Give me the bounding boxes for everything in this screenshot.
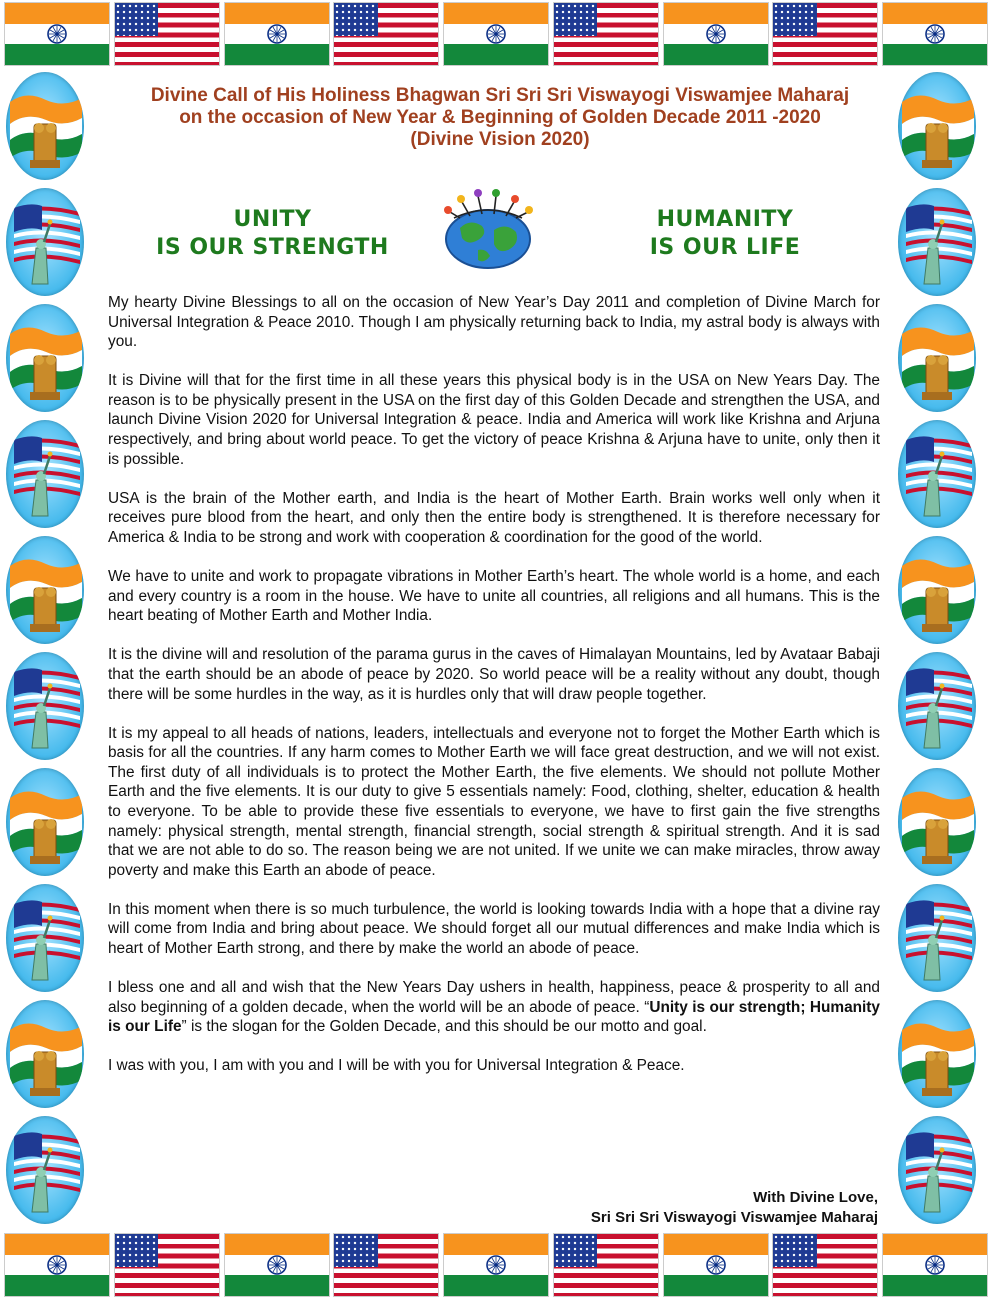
paragraph: It is the divine will and resolution of the parama gurus in the caves of Himalayan Mountains, led by Avataar Babaji that the earth should be an abode of peace by 2020. So world peace will be a reality without any doubt, though there will be some hurdles in the way, as it is hurdles only that will draw people together. bbox=[108, 646, 880, 703]
india-emblem-icon bbox=[898, 1000, 976, 1108]
statue-of-liberty-icon bbox=[6, 1116, 84, 1224]
india-emblem-icon bbox=[6, 536, 84, 644]
signoff bbox=[591, 1188, 878, 1228]
statue-of-liberty-icon bbox=[6, 884, 84, 992]
title-line-1: Divine Call of His Holiness Bhagwan Sri Sri Sri Viswayogi Viswamjee Maharaj bbox=[150, 85, 850, 106]
india-emblem-icon bbox=[6, 1000, 84, 1108]
statue-of-liberty-icon bbox=[898, 1116, 976, 1224]
paragraph-blessing bbox=[108, 978, 880, 1037]
slogan-humanity-line-2: IS OUR LIFE bbox=[649, 235, 801, 260]
india-flag-icon bbox=[224, 2, 330, 66]
usa-flag-icon bbox=[772, 1233, 878, 1297]
left-medallion-column bbox=[6, 72, 90, 1230]
title-line-3: (Divine Vision 2020) bbox=[410, 129, 590, 150]
slogan-unity-line-2: IS OUR STRENGTH bbox=[156, 235, 389, 260]
slogan-humanity-line-1: HUMANITY bbox=[656, 207, 794, 232]
statue-of-liberty-icon bbox=[898, 884, 976, 992]
slogan-humanity bbox=[630, 206, 820, 262]
blessing-text-end: ” is the slogan for the Golden Decade, and this should be our motto and goal. bbox=[181, 1018, 707, 1036]
statue-of-liberty-icon bbox=[898, 420, 976, 528]
india-flag-icon bbox=[882, 1233, 988, 1297]
paragraph: USA is the brain of the Mother earth, and India is the heart of Mother Earth. Brain works well only when it receives pure blood from the heart, and only then the entire body is strengthened. It is therefore necessary for America & India to be strong and work with cooperation & coordination for the good of the world. bbox=[108, 489, 880, 546]
india-emblem-icon bbox=[898, 536, 976, 644]
paragraph: It is Divine will that for the first time in all these years this physical body is in the USA on New Years Day. The reason is to be physically present in the USA on the first day of this Golden Decade and strengthen the USA, and launch Divine Vision 2020 for Universal Integration & peace. India and America will work like Krishna and Arjuna respectively, and bring about world peace. To get the victory of peace Krishna & Arjuna have to unite, only then it is possible. bbox=[108, 372, 880, 468]
india-emblem-icon bbox=[6, 72, 84, 180]
statue-of-liberty-icon bbox=[6, 188, 84, 296]
usa-flag-icon bbox=[114, 1233, 220, 1297]
paragraph: We have to unite and work to propagate vibrations in Mother Earth’s heart. The whole world is a home, and each and every country is a room in the house. We have to unite all countries, all religions and all humans. This is the heart beating of Mother Earth and Mother India. bbox=[108, 568, 880, 625]
statue-of-liberty-icon bbox=[6, 420, 84, 528]
slogan-unity bbox=[140, 206, 405, 262]
statue-of-liberty-icon bbox=[898, 652, 976, 760]
signoff-name: Sri Sri Sri Viswayogi Viswamjee Maharaj bbox=[590, 1209, 878, 1226]
paragraph: It is my appeal to all heads of nations, leaders, intellectuals and everyone not to forget the Mother Earth which is basis for all the countries. If any harm comes to Mother Earth we will face great destruction, and we will not exist. The first duty of all individuals is to protect the Mother Earth, the five elements. We should not pollute Mother Earth and the five elements. It is our duty to give 5 essentials namely: Food, clothing, shelter, education & health to everyone. To be able to provide these five essentials to everyone, we have to first gain the five strengths namely: physical strength, mental strength, financial strength, social strength & spiritual strength. And it is sad that we are not able to do so. The reason being we are not united. If we unite we can make miracles, throw away poverty and make this Earth an abode of peace. bbox=[108, 724, 880, 879]
usa-flag-icon bbox=[772, 2, 878, 66]
india-flag-icon bbox=[443, 2, 549, 66]
signoff-salutation: With Divine Love, bbox=[753, 1189, 878, 1206]
paragraph: In this moment when there is so much turbulence, the world is looking towards India with a hope that a divine ray will come from India and bring about peace. We should forget all our mutual differences and make India which is heart of Mother Earth strong, and there by make the world an abode of peace. bbox=[108, 900, 880, 958]
india-flag-icon bbox=[882, 2, 988, 66]
letter-body bbox=[108, 293, 880, 1096]
paragraph-closing: I was with you, I am with you and I will be with you for Universal Integration & Peace. bbox=[108, 1057, 685, 1075]
india-emblem-icon bbox=[898, 304, 976, 412]
india-flag-icon bbox=[4, 2, 110, 66]
slogan-quote: Unity is our strength; Humanity is our Life bbox=[108, 998, 880, 1036]
india-emblem-icon bbox=[6, 304, 84, 412]
usa-flag-icon bbox=[114, 2, 220, 66]
india-flag-icon bbox=[663, 2, 769, 66]
title-line-2: on the occasion of New Year & Beginning of Golden Decade 2011 -2020 bbox=[179, 107, 821, 128]
page-title bbox=[100, 85, 900, 151]
bottom-flag-border bbox=[0, 1233, 992, 1299]
usa-flag-icon bbox=[553, 1233, 659, 1297]
statue-of-liberty-icon bbox=[898, 188, 976, 296]
india-emblem-icon bbox=[898, 768, 976, 876]
usa-flag-icon bbox=[333, 1233, 439, 1297]
india-flag-icon bbox=[224, 1233, 330, 1297]
slogan-unity-line-1: UNITY bbox=[233, 207, 312, 232]
india-flag-icon bbox=[4, 1233, 110, 1297]
paragraph: My hearty Divine Blessings to all on the occasion of New Year’s Day 2011 and completion of Divine March for Universal Integration & Peace 2010. Though I am physically returning back to India, my astral body is always with you. bbox=[108, 294, 880, 351]
statue-of-liberty-icon bbox=[6, 652, 84, 760]
top-flag-border bbox=[0, 2, 992, 68]
usa-flag-icon bbox=[553, 2, 659, 66]
india-flag-icon bbox=[663, 1233, 769, 1297]
india-emblem-icon bbox=[6, 768, 84, 876]
blessing-text-start: I bless one and all and wish that the New Years Day ushers in health, happiness, peace & prosperity to all and also beginning of a golden decade, when the world will be an abode of peace. “ bbox=[108, 979, 880, 1016]
right-medallion-column bbox=[898, 72, 982, 1230]
globe-people-icon bbox=[438, 188, 538, 270]
india-emblem-icon bbox=[898, 72, 976, 180]
india-flag-icon bbox=[443, 1233, 549, 1297]
usa-flag-icon bbox=[333, 2, 439, 66]
